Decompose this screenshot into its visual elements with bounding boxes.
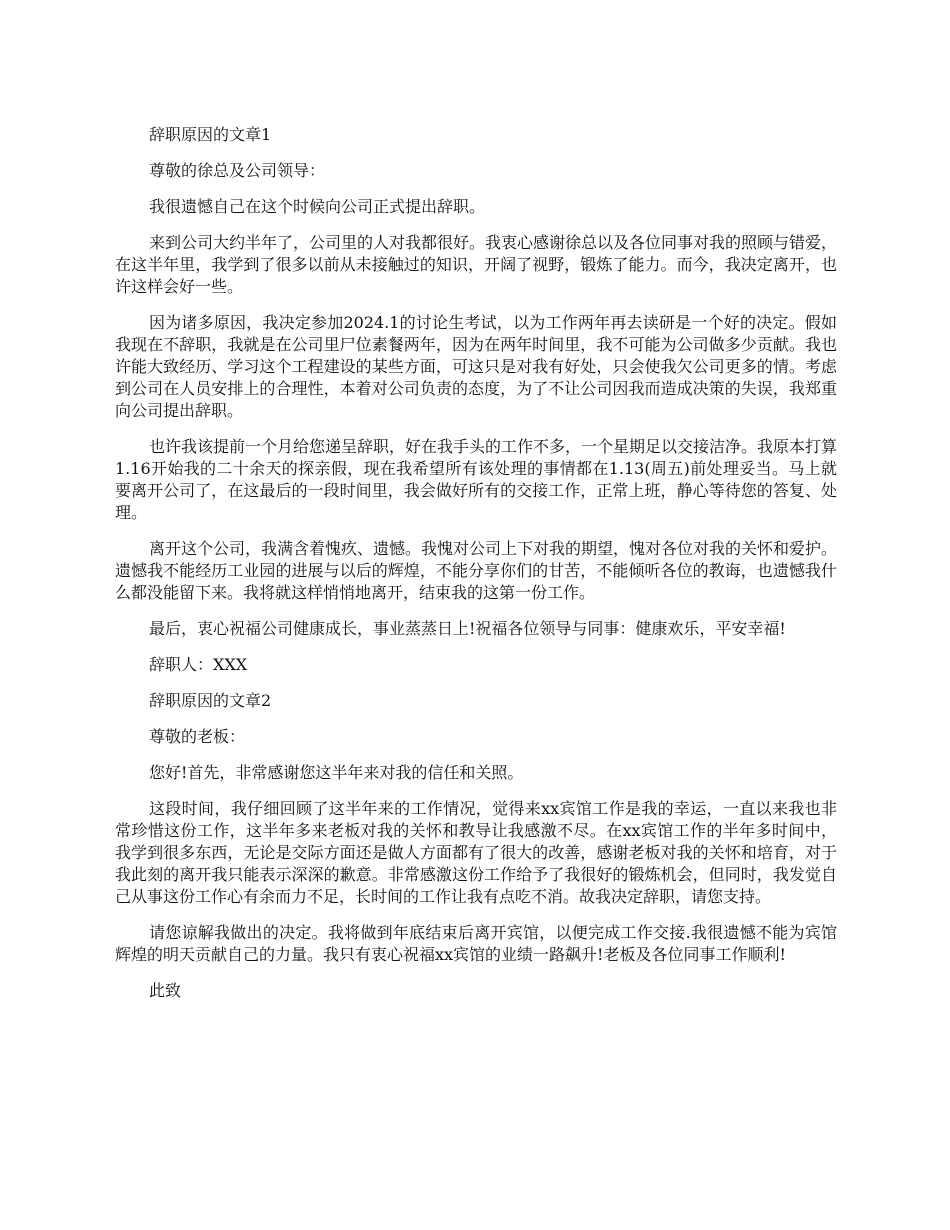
body-paragraph: 因为诸多原因，我决定参加2024.1的讨论生考试，以为工作两年再去读研是一个好的决定。假如我现在不辞职，我就是在公司里尸位素餐两年，因为在两年时间里，我不可能为公司做多少贡献。我也许能大致经历、学习这个工程建设的某些方面，可这只是对我有好处，只会使我欠公司更多的情。考虑到公司在人员安排上的合理性，本着对公司负责的态度，为了不让公司因我而造成决策的失误，我郑重向公司提出辞职。 [115, 313, 837, 420]
article-2-title: 辞职原因的文章2 [149, 691, 272, 710]
body-paragraph: 请您谅解我做出的决定。我将做到年底结束后离开宾馆，以便完成工作交接.我很遗憾不能为宾馆辉煌的明天贡献自己的力量。我只有衷心祝福xx宾馆的业绩一路飙升!老板及各位同事工作顺利! [115, 923, 837, 964]
article-1-title: 辞职原因的文章1 [149, 125, 272, 144]
salutation-1: 尊敬的徐总及公司领导： [149, 161, 326, 180]
body-paragraph: 也许我该提前一个月给您递呈辞职，好在我手头的工作不多，一个星期足以交接洁净。我原本打算1.16开始我的二十余天的探亲假，现在我希望所有该处理的事情都在1.13(周五)前处理妥当。马上就要离开公司了，在这最后的一段时间里，我会做好所有的交接工作，正常上班，静心等待您的答复、处理。 [115, 437, 838, 522]
body-paragraph: 离开这个公司，我满含着愧疚、遗憾。我愧对公司上下对我的期望，愧对各位对我的关怀和爱护。遗憾我不能经历工业园的进展与以后的辉煌，不能分享你们的甘苦，不能倾听各位的教诲，也遗憾我什么都没能留下来。我将就这样悄悄地离开，结束我的这第一份工作。 [115, 539, 838, 602]
closing-wishes: 最后，衷心祝福公司健康成长，事业蒸蒸日上!祝福各位领导与同事：健康欢乐，平安幸福! [149, 619, 786, 638]
body-paragraph: 我很遗憾自己在这个时候向公司正式提出辞职。 [149, 197, 486, 216]
salutation-2: 尊敬的老板： [149, 727, 246, 746]
body-paragraph: 您好!首先，非常感谢您这半年来对我的信任和关照。 [149, 763, 524, 782]
body-paragraph: 来到公司大约半年了，公司里的人对我都很好。我衷心感谢徐总以及各位同事对我的照顾与错爱，在这半年里，我学到了很多以前从未接触过的知识，开阔了视野，锻炼了能力。而今，我决定离开，也许这样会好一些。 [115, 233, 838, 296]
closing-phrase: 此致 [149, 981, 182, 1000]
signature-line: 辞职人：XXX [149, 655, 248, 674]
body-paragraph: 这段时间，我仔细回顾了这半年来的工作情况，觉得来xx宾馆工作是我的幸运，一直以来我也非常珍惜这份工作，这半年多来老板对我的关怀和教导让我感激不尽。在xx宾馆工作的半年多时间中，我学到很多东西，无论是交际方面还是做人方面都有了很大的改善，感谢老板对我的关怀和培育，对于我此刻的离开我只能表示深深的歉意。非常感激这份工作给予了我很好的锻炼机会，但同时，我发觉自己从事这份工作心有余而力不足，长时间的工作让我有点吃不消。故我决定辞职，请您支持。 [115, 799, 837, 906]
document-body [115, 124, 837, 1016]
